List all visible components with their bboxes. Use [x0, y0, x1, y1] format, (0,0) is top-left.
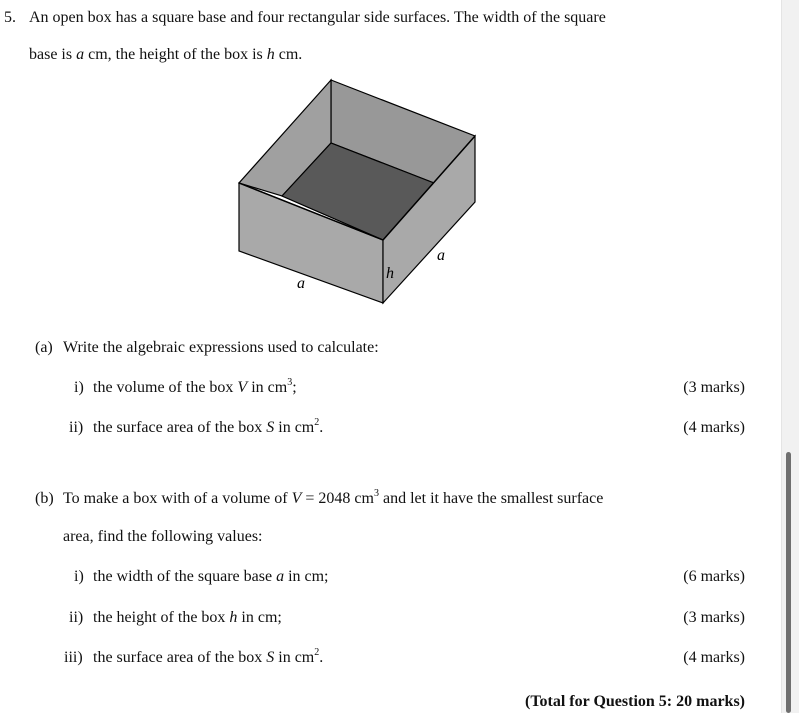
- item-tail: .: [319, 649, 324, 666]
- part-b-item-num: ii): [69, 609, 84, 626]
- var-s: S: [266, 649, 275, 666]
- item-text: the height of the box: [93, 609, 230, 626]
- item-text: the surface area of the box: [93, 649, 267, 666]
- item-tail: .: [319, 419, 324, 436]
- intro-text: cm, the height of the box is: [84, 46, 267, 63]
- intro-text: cm.: [274, 46, 303, 63]
- part-a-item-num: i): [74, 379, 84, 396]
- var-s: S: [266, 419, 275, 436]
- item-text: in cm: [274, 419, 315, 436]
- part-b-text: To make a box with of a volume of: [63, 490, 292, 507]
- figure-label-h: h: [386, 265, 394, 282]
- marks-label: (3 marks): [683, 609, 745, 626]
- marks-label: (4 marks): [683, 649, 745, 666]
- question-number: 5.: [4, 9, 16, 26]
- part-b-line1: [63, 489, 603, 509]
- part-b-item-text: [93, 567, 329, 587]
- part-b-item-text: [93, 648, 323, 668]
- part-a-item-num: ii): [69, 419, 84, 436]
- part-b-item-num: iii): [64, 649, 83, 666]
- item-text: the surface area of the box: [93, 419, 267, 436]
- part-a-item-text: [93, 378, 297, 398]
- superscript: 2: [314, 416, 320, 428]
- superscript: 3: [373, 487, 379, 499]
- var-h: h: [229, 609, 238, 626]
- marks-label: (6 marks): [683, 568, 745, 585]
- part-a-item-text: [93, 418, 323, 438]
- part-b-text: = 2048 cm: [301, 490, 374, 507]
- marks-label: (3 marks): [683, 379, 745, 396]
- item-text: in cm: [247, 379, 288, 396]
- superscript: 2: [314, 646, 320, 658]
- total-marks: (Total for Question 5: 20 marks): [525, 693, 745, 710]
- figure-label-a-side: a: [437, 247, 445, 264]
- part-b-label: (b): [35, 490, 54, 507]
- figure-label-a-front: a: [297, 275, 305, 292]
- item-text: in cm;: [237, 609, 282, 626]
- item-text: the width of the square base: [93, 568, 277, 585]
- scrollbar-thumb[interactable]: [786, 452, 791, 713]
- part-b-text: and let it have the smallest surface: [378, 490, 604, 507]
- item-text: the volume of the box: [93, 379, 238, 396]
- open-box-diagram: [236, 78, 481, 306]
- var-v: V: [237, 379, 248, 396]
- part-b-item-num: i): [74, 568, 84, 585]
- var-a: a: [76, 46, 85, 63]
- part-b-item-text: [93, 608, 282, 628]
- question-intro-line2: [29, 45, 302, 65]
- var-a: a: [276, 568, 285, 585]
- var-h: h: [266, 46, 275, 63]
- marks-label: (4 marks): [683, 419, 745, 436]
- item-text: in cm: [274, 649, 315, 666]
- intro-text: base is: [29, 46, 77, 63]
- part-a-prompt: Write the algebraic expressions used to calculate:: [63, 339, 379, 356]
- part-b-line2: area, find the following values:: [63, 528, 263, 545]
- item-text: in cm;: [284, 568, 329, 585]
- question-intro-line1: An open box has a square base and four rectangular side surfaces. The width of the square: [29, 9, 606, 26]
- var-v: V: [291, 490, 302, 507]
- item-tail: ;: [292, 379, 297, 396]
- superscript: 3: [287, 376, 293, 388]
- part-a-label: (a): [35, 339, 53, 356]
